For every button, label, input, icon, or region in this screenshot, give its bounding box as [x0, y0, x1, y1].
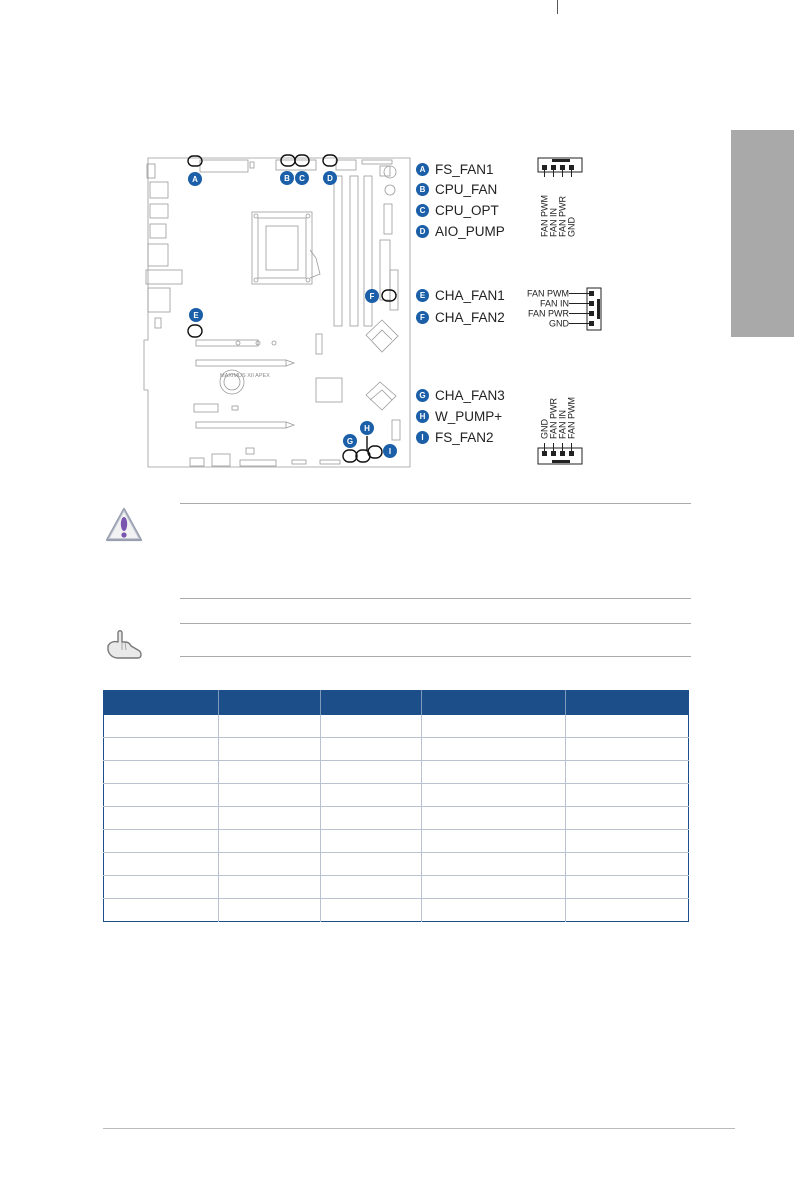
pin-label: FAN PWR — [527, 308, 569, 319]
table-header-row — [104, 691, 689, 716]
table-cell — [320, 738, 422, 761]
badge-h: H — [416, 410, 429, 423]
table-cell — [104, 784, 219, 807]
table-cell — [320, 807, 422, 830]
note-top-rule — [180, 623, 691, 624]
table-cell — [218, 830, 320, 853]
caution-icon — [104, 505, 144, 550]
table-row — [104, 876, 689, 899]
table-cell — [422, 830, 566, 853]
table-cell — [422, 807, 566, 830]
connector-label-a — [416, 159, 494, 179]
table-header-cell — [566, 691, 689, 716]
pin-label: FAN PWM — [539, 195, 550, 237]
table-row — [104, 784, 689, 807]
table-cell — [104, 876, 219, 899]
note-bottom-rule — [180, 656, 691, 657]
connector-label-e — [416, 285, 505, 305]
board-silkscreen: MAXIMUS XII APEX — [220, 373, 270, 379]
pin-label: FAN PWR — [557, 195, 568, 237]
badge-e: E — [416, 289, 429, 302]
pin-label: FAN IN — [557, 409, 568, 439]
connector-label-h — [416, 406, 502, 426]
caution-top-rule — [180, 503, 691, 504]
marker-i: I — [388, 447, 392, 456]
table-row — [104, 853, 689, 876]
table-row — [104, 807, 689, 830]
table-row — [104, 715, 689, 738]
connector-label-f — [416, 307, 505, 327]
pin-label: GND — [539, 419, 550, 439]
marker-f: F — [369, 292, 375, 301]
table-cell — [218, 761, 320, 784]
table-header-cell — [320, 691, 422, 716]
table-cell — [320, 715, 422, 738]
pin-label: FAN PWM — [566, 397, 577, 439]
crop-mark — [557, 0, 558, 14]
pin-label: GND — [566, 217, 577, 237]
table-cell — [218, 876, 320, 899]
table-cell — [218, 784, 320, 807]
table-cell — [566, 899, 689, 922]
table-cell — [566, 715, 689, 738]
connector-name: AIO_PUMP — [435, 223, 505, 239]
footer-rule — [103, 1128, 735, 1129]
marker-e: E — [193, 311, 199, 320]
connector-label-g — [416, 385, 505, 405]
connector-name: CHA_FAN1 — [435, 287, 505, 303]
marker-d: D — [327, 174, 333, 183]
note-hand-icon — [104, 628, 146, 667]
connector-name: W_PUMP+ — [435, 408, 503, 424]
table-header-cell — [104, 691, 219, 716]
caution-bottom-rule — [180, 598, 691, 599]
pin-label: FAN PWR — [548, 397, 559, 439]
marker-b: B — [284, 174, 290, 183]
table-row — [104, 738, 689, 761]
table-cell — [320, 784, 422, 807]
table-row — [104, 830, 689, 853]
table-cell — [320, 899, 422, 922]
marker-h: H — [364, 424, 370, 433]
marker-a: A — [192, 175, 198, 184]
badge-d: D — [416, 225, 429, 238]
badge-c: C — [416, 204, 429, 217]
table-cell — [566, 784, 689, 807]
table-cell — [104, 899, 219, 922]
pin-label: FAN PWM — [527, 288, 569, 299]
pin-label: GND — [549, 318, 569, 329]
table-cell — [218, 715, 320, 738]
badge-b: B — [416, 183, 429, 196]
table-body — [104, 715, 689, 922]
table-cell — [104, 830, 219, 853]
connector-label-d — [416, 221, 505, 241]
table-cell — [422, 899, 566, 922]
connector-label-i — [416, 427, 494, 447]
table-cell — [104, 853, 219, 876]
connector-label-b — [416, 179, 497, 199]
motherboard-diagram — [100, 150, 420, 475]
table-header-cell — [422, 691, 566, 716]
table-cell — [218, 807, 320, 830]
table-cell — [566, 830, 689, 853]
pinout-diagram-top — [530, 155, 590, 245]
badge-g: G — [416, 389, 429, 402]
connector-name: CHA_FAN2 — [435, 309, 505, 325]
table-cell — [422, 761, 566, 784]
table-cell — [104, 807, 219, 830]
table-cell — [218, 853, 320, 876]
badge-i: I — [416, 431, 429, 444]
table-cell — [566, 876, 689, 899]
table-header-cell — [218, 691, 320, 716]
table-cell — [566, 738, 689, 761]
table-cell — [320, 876, 422, 899]
table-cell — [566, 761, 689, 784]
pin-label: FAN IN — [548, 207, 559, 237]
table-cell — [104, 715, 219, 738]
badge-f: F — [416, 311, 429, 324]
table-cell — [422, 876, 566, 899]
connector-name: FS_FAN2 — [435, 429, 494, 445]
table-cell — [320, 830, 422, 853]
table-cell — [422, 715, 566, 738]
specification-table — [103, 690, 689, 922]
table-cell — [320, 853, 422, 876]
table-cell — [422, 853, 566, 876]
connector-name: FS_FAN1 — [435, 161, 494, 177]
table-cell — [566, 853, 689, 876]
table-cell — [218, 899, 320, 922]
pin-label: FAN IN — [539, 298, 569, 309]
pinout-diagram-bottom — [530, 385, 590, 475]
table-cell — [422, 738, 566, 761]
badge-a: A — [416, 163, 429, 176]
table-cell — [566, 807, 689, 830]
table-cell — [422, 784, 566, 807]
marker-g: G — [346, 437, 354, 446]
pinout-diagram-middle — [505, 283, 615, 340]
chapter-side-tab — [731, 130, 794, 337]
table-row — [104, 899, 689, 922]
table-cell — [104, 761, 219, 784]
connector-label-c — [416, 200, 499, 220]
marker-c: C — [299, 174, 305, 183]
connector-name: CPU_OPT — [435, 202, 499, 218]
connector-name: CPU_FAN — [435, 181, 498, 197]
table-cell — [218, 738, 320, 761]
table-row — [104, 761, 689, 784]
table-cell — [320, 761, 422, 784]
connector-name: CHA_FAN3 — [435, 387, 505, 403]
table-cell — [104, 738, 219, 761]
